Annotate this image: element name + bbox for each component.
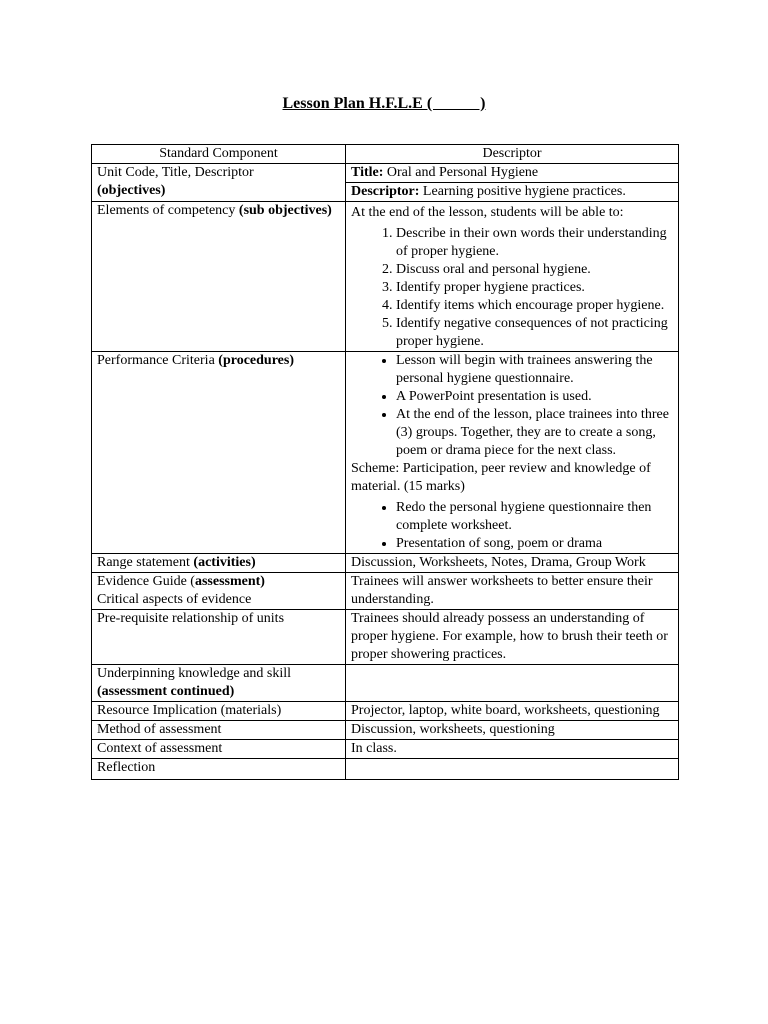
range-label-cell bbox=[92, 554, 346, 573]
row-context-of-assessment bbox=[92, 740, 679, 759]
scheme-text: Scheme: Participation, peer review and knowledge of material. (15 marks) bbox=[351, 461, 651, 494]
row-resource-implication bbox=[92, 702, 679, 721]
row-performance-criteria bbox=[92, 352, 679, 554]
unit-label: Unit Code, Title, Descriptor bbox=[97, 165, 254, 180]
descriptor-label: Descriptor: bbox=[351, 184, 420, 199]
row-elements-of-competency bbox=[92, 202, 679, 352]
performance-content-cell bbox=[346, 352, 679, 554]
evidence-label-bold: assessment) bbox=[194, 574, 265, 589]
list-item: 1. Describe in their own words their understanding of proper hygiene. bbox=[396, 225, 673, 261]
row-evidence-guide bbox=[92, 573, 679, 610]
objectives-list bbox=[351, 225, 673, 351]
method-label: Method of assessment bbox=[92, 721, 346, 740]
resource-label: Resource Implication (materials) bbox=[92, 702, 346, 721]
lesson-plan-table bbox=[91, 144, 679, 780]
underpinning-label-cell bbox=[92, 665, 346, 702]
reflection-value bbox=[346, 759, 679, 780]
descriptor-value: Learning positive hygiene practices. bbox=[419, 184, 626, 199]
assessment-tasks-list bbox=[351, 499, 673, 553]
unit-label-cell bbox=[92, 164, 346, 202]
list-item: 4. Identify items which encourage proper hygiene. bbox=[396, 297, 673, 315]
header-standard-component: Standard Component bbox=[92, 145, 346, 164]
evidence-label: Evidence Guide ( bbox=[97, 574, 195, 589]
prereq-value: Trainees should already possess an understanding of proper hygiene. For example, how to brush their teeth or proper showering practices. bbox=[346, 610, 679, 665]
title-value: Oral and Personal Hygiene bbox=[383, 165, 539, 180]
row-range-statement bbox=[92, 554, 679, 573]
unit-label-bold: (objectives) bbox=[97, 183, 166, 198]
list-item: • Presentation of song, poem or drama bbox=[396, 535, 673, 553]
list-item: • Lesson will begin with trainees answering the personal hygiene questionnaire. bbox=[396, 352, 673, 388]
list-item: • At the end of the lesson, place trainees into three (3) groups. Together, they are to create a song, poem or drama piece for the next class. bbox=[396, 406, 673, 460]
range-value: Discussion, Worksheets, Notes, Drama, Group Work bbox=[346, 554, 679, 573]
method-value: Discussion, worksheets, questioning bbox=[346, 721, 679, 740]
title-cell bbox=[346, 164, 679, 183]
underpinning-value bbox=[346, 665, 679, 702]
procedures-list bbox=[351, 352, 673, 460]
elements-label-bold: (sub objectives) bbox=[238, 203, 332, 218]
table-header-row bbox=[92, 145, 679, 164]
descriptor-cell bbox=[346, 183, 679, 202]
prereq-label: Pre-requisite relationship of units bbox=[92, 610, 346, 665]
list-item: 2. Discuss oral and personal hygiene. bbox=[396, 261, 673, 279]
title-label: Title: bbox=[351, 165, 384, 180]
range-label-bold: (activities) bbox=[193, 555, 256, 570]
row-unit-title bbox=[92, 164, 679, 183]
row-underpinning bbox=[92, 665, 679, 702]
list-item: • A PowerPoint presentation is used. bbox=[396, 388, 673, 406]
row-method-of-assessment bbox=[92, 721, 679, 740]
elements-label-cell bbox=[92, 202, 346, 352]
list-item: 5. Identify negative consequences of not practicing proper hygiene. bbox=[396, 315, 673, 351]
range-label: Range statement bbox=[97, 555, 194, 570]
evidence-label-2: Critical aspects of evidence bbox=[97, 592, 252, 607]
context-label: Context of assessment bbox=[92, 740, 346, 759]
row-prerequisite bbox=[92, 610, 679, 665]
underpinning-label-bold: (assessment continued) bbox=[97, 684, 235, 699]
list-item: • Redo the personal hygiene questionnaire then complete worksheet. bbox=[396, 499, 673, 535]
performance-label-cell bbox=[92, 352, 346, 554]
page-title: Lesson Plan H.F.L.E ( ) bbox=[282, 95, 486, 112]
resource-value: Projector, laptop, white board, worksheets, questioning bbox=[346, 702, 679, 721]
evidence-value: Trainees will answer worksheets to better ensure their understanding. bbox=[346, 573, 679, 610]
elements-label: Elements of competency bbox=[97, 203, 239, 218]
evidence-label-cell bbox=[92, 573, 346, 610]
header-descriptor: Descriptor bbox=[346, 145, 679, 164]
elements-content-cell bbox=[346, 202, 679, 352]
performance-label-bold: (procedures) bbox=[218, 353, 294, 368]
context-value: In class. bbox=[346, 740, 679, 759]
row-reflection bbox=[92, 759, 679, 780]
underpinning-label: Underpinning knowledge and skill bbox=[97, 666, 292, 681]
list-item: 3. Identify proper hygiene practices. bbox=[396, 279, 673, 297]
elements-intro: At the end of the lesson, students will be able to: bbox=[351, 205, 624, 220]
performance-label: Performance Criteria bbox=[97, 353, 219, 368]
reflection-label: Reflection bbox=[92, 759, 346, 780]
